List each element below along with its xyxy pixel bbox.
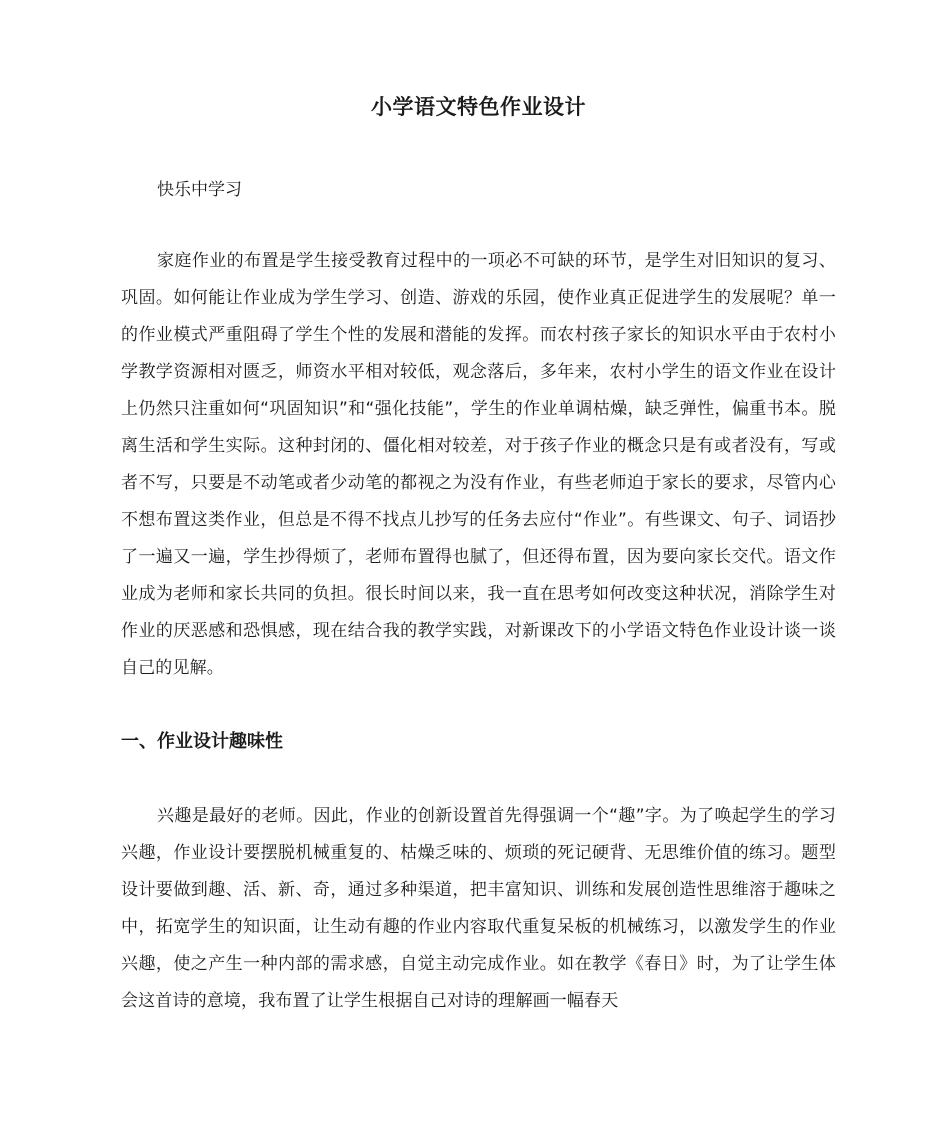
- document-title: 小学语文特色作业设计: [371, 95, 586, 119]
- section-paragraph: 兴趣是最好的老师。因此，作业的创新设置首先得强调一个“趣”字。为了唤起学生的学习兴趣，作业设计要摆脱机械重复的、枯燥乏味的、烦琐的死记硬背、无思维价值的练习。题型设计要做到趣、活、新、奇，通过多种渠道，把丰富知识、训练和发展创造性思维溶于趣味之中，拓宽学生的知识面，让生动有趣的作业内容取代重复呆板的机械练习，以激发学生的作业兴趣，使之产生一种内部的需求感，自觉主动完成作业。如在教学《春日》时，为了让学生体会这首诗的意境，我布置了让学生根据自己对诗的理解画一幅春天: [121, 806, 836, 1011]
- section-heading: 一、作业设计趣味性: [121, 731, 283, 752]
- intro-paragraph: 家庭作业的布置是学生接受教育过程中的一项必不可缺的环节，是学生对旧知识的复习、巩固。如何能让作业成为学生学习、创造、游戏的乐园，使作业真正促进学生的发展呢？单一的作业模式严重阻碍了学生个性的发展和潜能的发挥。而农村孩子家长的知识水平由于农村小学教学资源相对匮乏，师资水平相对较低，观念落后，多年来，农村小学生的语文作业在设计上仍然只注重如何“巩固知识”和“强化技能”，学生的作业单调枯燥，缺乏弹性，偏重书本。脱离生活和学生实际。这种封闭的、僵化相对较差，对于孩子作业的概念只是有或者没有，写或者不写，只要是不动笔或者少动笔的都视之为没有作业，有些老师迫于家长的要求，尽管内心不想布置这类作业，但总是不得不找点儿抄写的任务去应付“作业”。有些课文、句子、词语抄了一遍又一遍，学生抄得烦了，老师布置得也腻了，但还得布置，因为要向家长交代。语文作业成为老师和家长共同的负担。很长时间以来，我一直在思考如何改变这种状况，消除学生对作业的厌恶感和恐惧感，现在结合我的教学实践，对新课改下的小学语文特色作业设计谈一谈自己的见解。: [121, 251, 836, 678]
- document-author: 快乐中学习: [157, 180, 242, 200]
